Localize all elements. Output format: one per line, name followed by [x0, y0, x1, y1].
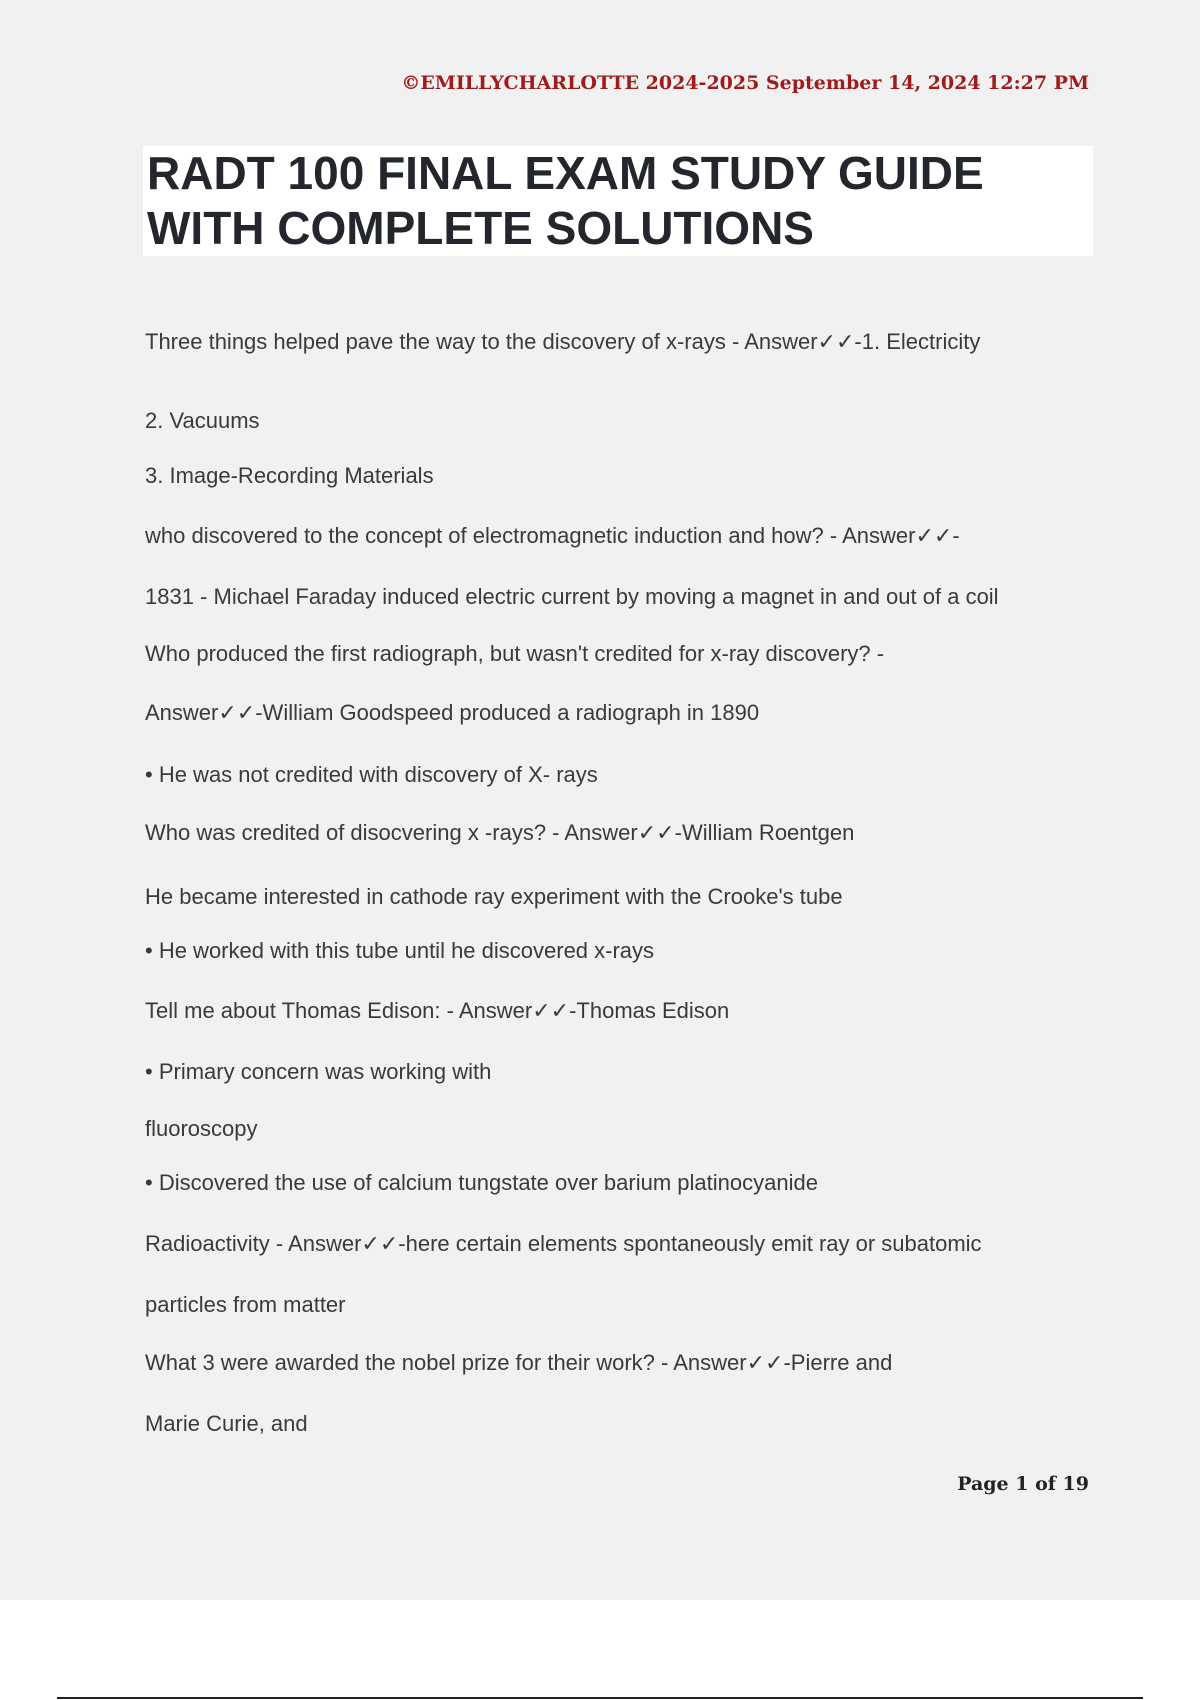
text-line: • He was not credited with discovery of X- rays — [145, 762, 598, 787]
text-line: Radioactivity - Answer✓✓-here certain elements spontaneously emit ray or subatomic — [145, 1231, 982, 1256]
text-line: Answer✓✓-William Goodspeed produced a radiograph in 1890 — [145, 700, 760, 725]
text-line: Three things helped pave the way to the discovery of x-rays - Answer✓✓-1. Electricity — [145, 329, 981, 354]
text-line: • He worked with this tube until he discovered x-rays — [145, 938, 655, 963]
bottom-divider — [57, 1697, 1143, 1699]
page-number: Page 1 of 19 — [957, 1473, 1089, 1495]
text-line: fluoroscopy — [145, 1116, 258, 1141]
text-line: Tell me about Thomas Edison: - Answer✓✓-Thomas Edison — [145, 998, 730, 1023]
text-line: particles from matter — [145, 1292, 346, 1317]
text-line: Marie Curie, and — [145, 1411, 308, 1436]
text-line: • Discovered the use of calcium tungstate over barium platinocyanide — [145, 1170, 818, 1195]
text-line: who discovered to the concept of electromagnetic induction and how? - Answer✓✓- — [145, 523, 960, 548]
title-box — [143, 146, 1093, 256]
text-line: He became interested in cathode ray experiment with the Crooke's tube — [145, 884, 843, 909]
text-line: What 3 were awarded the nobel prize for their work? - Answer✓✓-Pierre and — [145, 1350, 893, 1375]
text-line: 1831 - Michael Faraday induced electric current by moving a magnet in and out of a coil — [145, 584, 999, 609]
copyright-header: ©EMILLYCHARLOTTE 2024-2025 September 14, 2024 12:27 PM — [401, 72, 1089, 94]
text-line: Who produced the first radiograph, but wasn't credited for x-ray discovery? - — [145, 641, 885, 666]
text-line: 2. Vacuums — [145, 408, 260, 433]
text-line: Who was credited of disocvering x -rays? - Answer✓✓-William Roentgen — [145, 820, 855, 845]
text-line: • Primary concern was working with — [145, 1059, 492, 1084]
text-line: 3. Image-Recording Materials — [145, 463, 434, 488]
document-title: RADT 100 FINAL EXAM STUDY GUIDE WITH COMPLETE SOLUTIONS — [147, 147, 984, 254]
